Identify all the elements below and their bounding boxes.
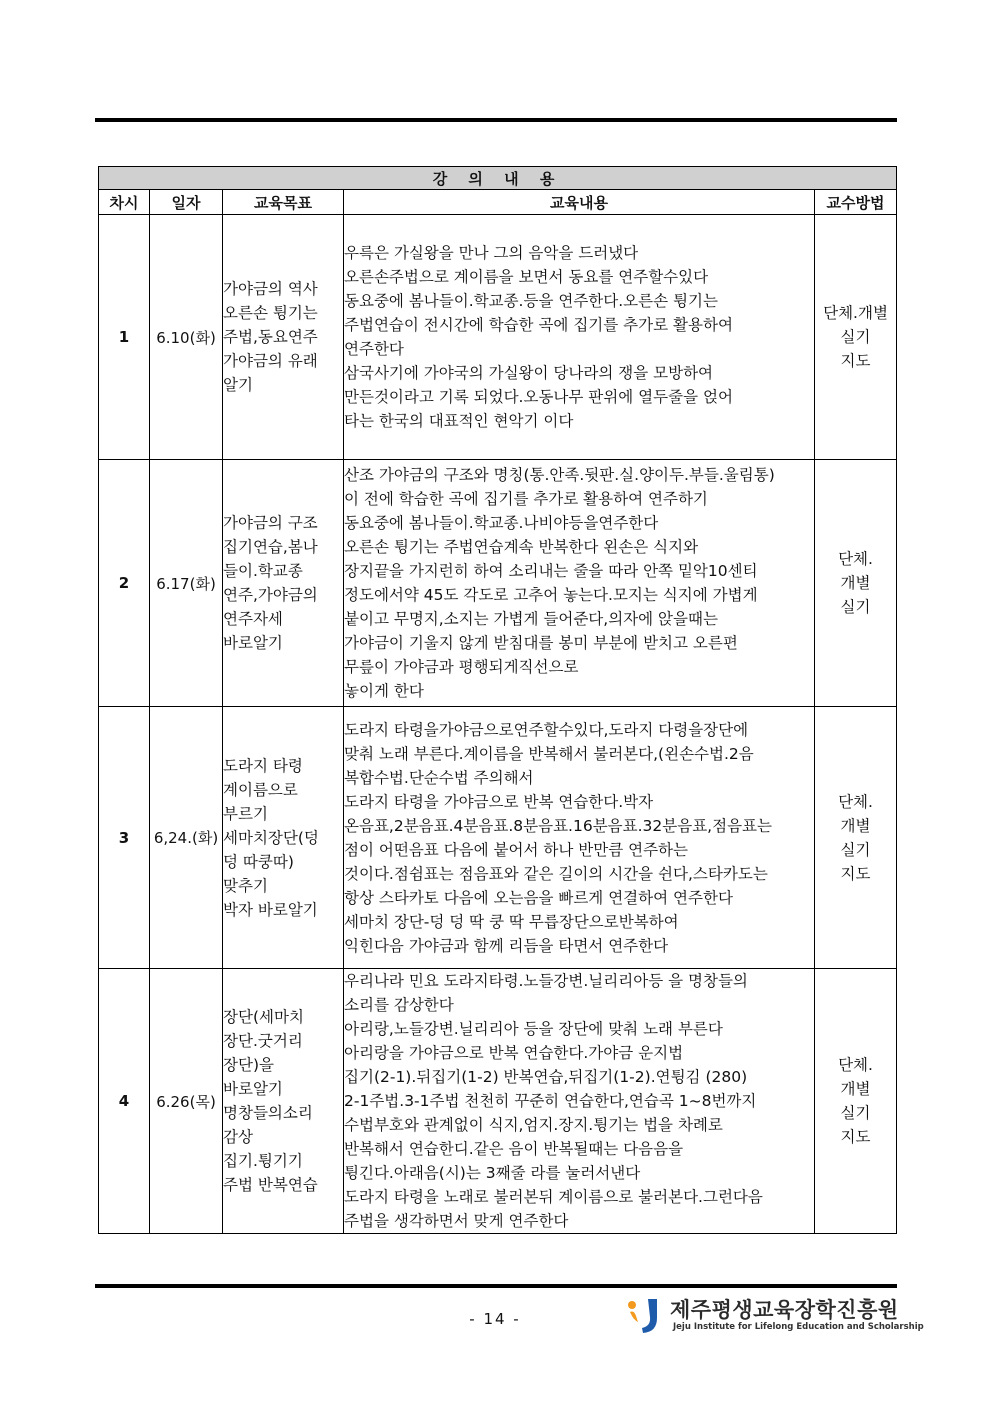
- teaching-method: [815, 460, 897, 707]
- content-line: 집기(2-1).뒤집기(1-2) 반복연습,뒤집기(1-2).연튕김 (280): [344, 1068, 748, 1086]
- lecture-table: [98, 166, 897, 1234]
- session-date: 6,24.(화): [150, 707, 223, 969]
- goal-line: 연주,가야금의: [223, 586, 318, 604]
- content-line: 것이다.점쉼표는 점음표와 같은 길이의 시간을 쉰다,스타카도는: [344, 864, 768, 883]
- logo-english-text: Jeju Institute for Lifelong Education and Scholarship: [673, 1322, 924, 1332]
- content-line: 오른손주법으로 계이름을 보면서 동요를 연주할수있다: [344, 268, 709, 286]
- table-row: [99, 969, 897, 1234]
- method-line: 단체.개별: [823, 304, 888, 322]
- goal-line: 계이름으로: [223, 780, 298, 799]
- content-line: 오른손 튕기는 주법연습계속 반복한다 왼손은 식지와: [344, 538, 699, 556]
- content-line: 놓이게 한다: [344, 682, 424, 700]
- content-line: 소리를 감상한다: [344, 996, 454, 1014]
- content-line: 복합수법.단순수법 주의해서: [344, 768, 534, 787]
- method-line: 지도: [840, 1128, 871, 1146]
- goal-line: 장단(세마치: [223, 1008, 304, 1026]
- goal-line: 알기: [223, 376, 253, 394]
- goal-line: 연주자세: [223, 610, 283, 628]
- education-goal: [223, 707, 344, 969]
- content-line: 2-1주법.3-1주법 천천히 꾸준히 연습한다,연습곡 1~8번까지: [344, 1092, 757, 1110]
- education-content: [344, 707, 815, 969]
- goal-line: 바로알기: [223, 1080, 283, 1098]
- education-content: [344, 460, 815, 707]
- goal-line: 가야금의 유래: [223, 352, 318, 370]
- goal-line: 오른손 튕기는: [223, 304, 318, 322]
- goal-line: 가야금의 구조: [223, 514, 318, 532]
- goal-line: 집기연습,봄나: [223, 538, 318, 556]
- method-line: 개별: [840, 574, 871, 592]
- jeju-institute-logo-icon: [626, 1296, 666, 1336]
- bottom-rule: [95, 1284, 897, 1288]
- method-line: 실기: [840, 840, 871, 859]
- education-content: [344, 969, 815, 1234]
- header-method: 교수방법: [815, 190, 897, 215]
- session-date: 6.17(화): [150, 460, 223, 707]
- header-date: 일자: [150, 190, 223, 215]
- content-line: 우리나라 민요 도라지타령.노들강변.닐리리아등 을 명창들의: [344, 972, 748, 990]
- session-number: 3: [99, 707, 150, 969]
- content-line: 타는 한국의 대표적인 현악기 이다: [344, 412, 574, 430]
- table-title-row: [99, 167, 897, 190]
- goal-line: 덩 따쿵따): [223, 852, 294, 871]
- content-line: 도라지 타령을 가야금으로 반복 연습한다.박자: [344, 792, 654, 811]
- session-number: 2: [99, 460, 150, 707]
- goal-line: 도라지 타령: [223, 756, 303, 775]
- method-line: 실기: [840, 598, 871, 616]
- content-line: 동요중에 봄나들이.학교종.나비야등을연주한다: [344, 514, 659, 532]
- education-content: [344, 215, 815, 460]
- content-line: 온음표,2분음표.4분음표.8분음표.16분음표.32분음표,점음표는: [344, 816, 773, 835]
- content-line: 주법연습이 전시간에 학습한 곡에 집기를 추가로 활용하여: [344, 316, 733, 334]
- institute-logo: [626, 1294, 924, 1338]
- goal-line: 주법 반복연습: [223, 1176, 318, 1194]
- goal-line: 가야금의 역사: [223, 280, 318, 298]
- content-line: 무릎이 가야금과 평행되게직선으로: [344, 658, 579, 676]
- teaching-method: [815, 969, 897, 1234]
- table-title: 강 의 내 용: [99, 167, 897, 190]
- method-line: 지도: [840, 352, 871, 370]
- method-line: 단체.: [838, 550, 873, 568]
- content-line: 이 전에 학습한 곡에 집기를 추가로 활용하여 연주하기: [344, 490, 708, 508]
- content-line: 수법부호와 관계없이 식지,엄지.장지.튕기는 법을 차례로: [344, 1116, 723, 1134]
- method-line: 실기: [840, 328, 871, 346]
- session-date: 6.10(화): [150, 215, 223, 460]
- goal-line: 부르기: [223, 804, 268, 823]
- goal-line: 들이.학교종: [223, 562, 303, 580]
- content-line: 점이 어떤음표 다음에 붙어서 하나 반만큼 연주하는: [344, 840, 688, 859]
- teaching-method: [815, 707, 897, 969]
- education-goal: [223, 460, 344, 707]
- content-line: 동요중에 봄나들이.학교종.등을 연주한다.오른손 튕기는: [344, 292, 718, 310]
- method-line: 단체.: [838, 1056, 873, 1074]
- header-goal: 교육목표: [223, 190, 344, 215]
- goal-line: 감상: [223, 1128, 253, 1146]
- content-line: 도라지 타령을 노래로 불러본뒤 계이름으로 불러본다.그런다음: [344, 1188, 763, 1206]
- goal-line: 바로알기: [223, 634, 283, 652]
- method-line: 실기: [840, 1104, 871, 1122]
- header-content: 교육내용: [344, 190, 815, 215]
- education-goal: [223, 215, 344, 460]
- page-number: - 14 -: [469, 1310, 521, 1328]
- content-line: 장지끝을 가지런히 하여 소리내는 줄을 따라 안쪽 밑악10센티: [344, 562, 758, 580]
- goal-line: 박자 바로알기: [223, 900, 318, 919]
- content-line: 항상 스타카토 다음에 오는음을 빠르게 연결하여 연주한다: [344, 888, 733, 907]
- header-session: 차시: [99, 190, 150, 215]
- content-line: 아리랑,노들강변.닐리리아 등을 장단에 맞춰 노래 부른다: [344, 1020, 723, 1038]
- teaching-method: [815, 215, 897, 460]
- method-line: 개별: [840, 1080, 871, 1098]
- content-line: 맞춰 노래 부른다.계이름을 반복해서 불러본다,(왼손수법.2음: [344, 744, 754, 763]
- method-line: 지도: [840, 864, 871, 883]
- content-line: 아리랑을 가야금으로 반복 연습한다.가야금 운지법: [344, 1044, 684, 1062]
- content-line: 우륵은 가실왕을 만나 그의 음악을 드러냈다: [344, 244, 639, 262]
- content-line: 붙이고 무명지,소지는 가볍게 들어준다,의자에 앉을때는: [344, 610, 718, 628]
- method-line: 단체.: [838, 792, 873, 811]
- table-header-row: [99, 190, 897, 215]
- table-row: [99, 460, 897, 707]
- content-line: 산조 가야금의 구조와 명칭(통.안족.뒷판.실.양이두.부들.울림통): [344, 466, 775, 484]
- content-line: 만든것이라고 기록 되었다.오동나무 판위에 열두줄을 얹어: [344, 388, 733, 406]
- content-line: 가야금이 기울지 않게 받침대를 봉미 부분에 받치고 오른편: [344, 634, 738, 652]
- content-line: 삼국사기에 가야국의 가실왕이 당나라의 쟁을 모방하여: [344, 364, 714, 382]
- goal-line: 집기.튕기기: [223, 1152, 303, 1170]
- content-line: 튕긴다.아래음(시)는 3째줄 라를 눌러서낸다: [344, 1164, 641, 1182]
- goal-line: 주법,동요연주: [223, 328, 318, 346]
- top-rule: [95, 118, 897, 122]
- content-line: 정도에서약 45도 각도로 고추어 놓는다.모지는 식지에 가볍게: [344, 586, 758, 604]
- goal-line: 장단)을: [223, 1056, 274, 1074]
- session-number: 4: [99, 969, 150, 1234]
- education-goal: [223, 969, 344, 1234]
- content-line: 연주한다: [344, 340, 404, 358]
- goal-line: 맞추기: [223, 876, 268, 895]
- content-line: 주법을 생각하면서 맞게 연주한다: [344, 1212, 569, 1230]
- method-line: 개별: [840, 816, 871, 835]
- content-line: 반복해서 연습한디.같은 음이 반복될때는 다음음을: [344, 1140, 684, 1158]
- table-row: [99, 707, 897, 969]
- goal-line: 세마치장단(덩: [223, 828, 319, 847]
- content-line: 도라지 타령을가야금으로연주할수있다,도라지 다령을장단에: [344, 720, 749, 739]
- goal-line: 장단.굿거리: [223, 1032, 303, 1050]
- session-number: 1: [99, 215, 150, 460]
- goal-line: 명창들의소리: [223, 1104, 313, 1122]
- table-row: [99, 215, 897, 460]
- content-line: 세마치 장단-덩 덩 딱 쿵 딱 무릅장단으로반복하여: [344, 912, 679, 931]
- logo-korean-text: 제주평생교육장학진흥원: [670, 1298, 899, 1322]
- session-date: 6.26(목): [150, 969, 223, 1234]
- content-line: 익힌다음 가야금과 함께 리듬을 타면서 연주한다: [344, 936, 669, 955]
